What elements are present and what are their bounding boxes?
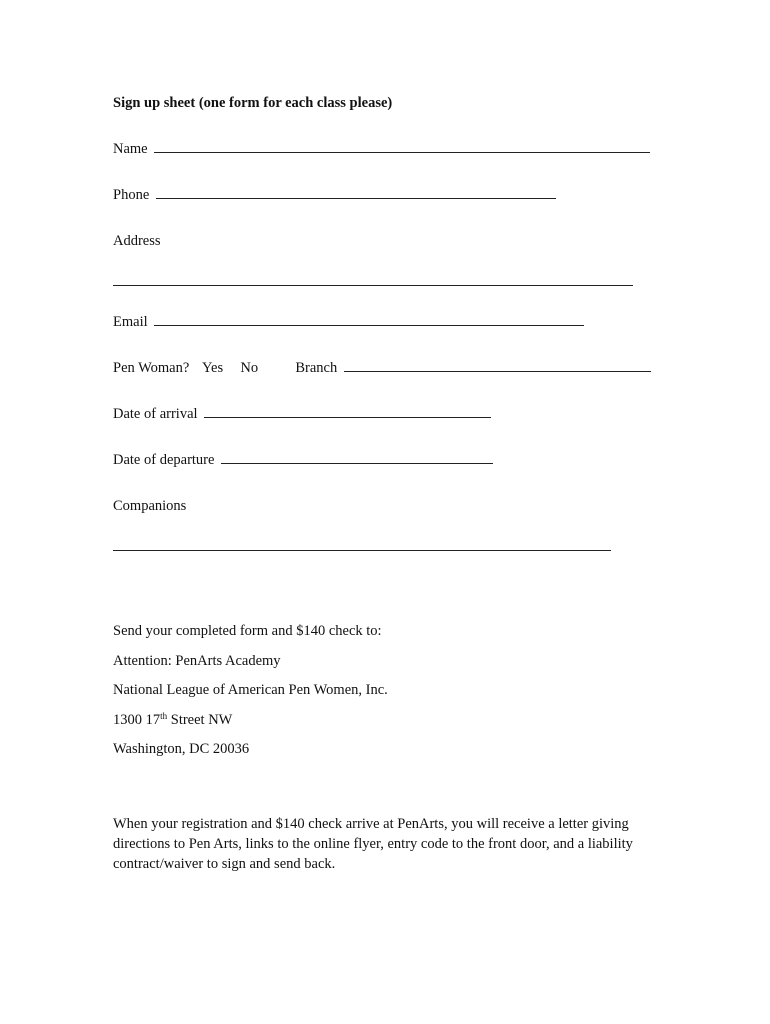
- mailing-city: Washington, DC 20036: [113, 741, 250, 757]
- arrival-field[interactable]: [204, 405, 491, 418]
- pen-woman-label: Pen Woman?: [113, 360, 190, 376]
- street-name: Street NW: [167, 712, 233, 728]
- email-label: Email: [113, 314, 148, 330]
- pen-woman-row: [113, 359, 651, 377]
- name-label: Name: [113, 141, 148, 157]
- arrival-label: Date of arrival: [113, 406, 198, 422]
- yes-option[interactable]: Yes: [202, 360, 224, 376]
- branch-label: Branch: [295, 360, 338, 376]
- footer-note: When your registration and $140 check arrive at PenArts, you will receive a letter giving directions to Pen Arts, links to the online flyer, entry code to the front door, and a liability contract/waiver to sign and send back.: [113, 816, 633, 872]
- phone-label: Phone: [113, 187, 150, 203]
- branch-field[interactable]: [344, 359, 651, 372]
- email-row: [113, 313, 584, 331]
- name-row: [113, 140, 650, 158]
- phone-field[interactable]: [156, 186, 556, 199]
- mailing-intro: Send your completed form and $140 check to:: [113, 623, 382, 639]
- email-field[interactable]: [154, 313, 584, 326]
- no-option[interactable]: No: [240, 360, 259, 376]
- mailing-organization: National League of American Pen Women, Inc.: [113, 682, 388, 698]
- mailing-attention: Attention: PenArts Academy: [113, 653, 281, 669]
- form-title: Sign up sheet (one form for each class please): [113, 95, 393, 111]
- address-field[interactable]: [113, 284, 633, 286]
- mailing-street: [113, 711, 232, 729]
- arrival-row: [113, 405, 491, 423]
- departure-row: [113, 451, 493, 469]
- address-label: Address: [113, 233, 161, 249]
- departure-field[interactable]: [221, 451, 493, 464]
- street-suffix: th: [160, 711, 168, 721]
- phone-row: [113, 186, 556, 204]
- companions-field[interactable]: [113, 549, 611, 551]
- departure-label: Date of departure: [113, 452, 215, 468]
- name-field[interactable]: [154, 140, 650, 153]
- companions-label: Companions: [113, 498, 187, 514]
- street-number: 1300 17: [113, 712, 161, 728]
